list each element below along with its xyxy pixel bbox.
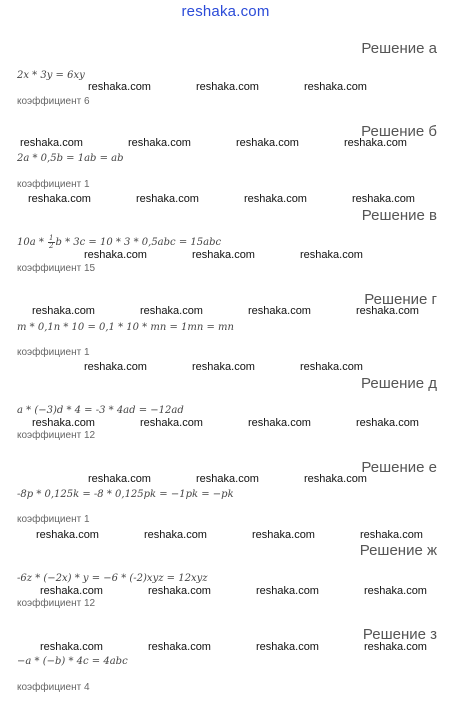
solution-heading-d: Решение д [361, 375, 437, 392]
watermark: reshaka.com [236, 137, 299, 149]
watermark: reshaka.com [356, 305, 419, 317]
watermark: reshaka.com [244, 193, 307, 205]
watermark: reshaka.com [40, 641, 103, 653]
watermark: reshaka.com [88, 473, 151, 485]
watermark: reshaka.com [364, 585, 427, 597]
watermark: reshaka.com [36, 529, 99, 541]
fraction-one-half [48, 235, 54, 250]
solution-coefficient-v: коэффициент 15 [17, 263, 96, 274]
watermark: reshaka.com [364, 641, 427, 653]
solution-coefficient-a: коэффициент 6 [17, 96, 90, 107]
watermark: reshaka.com [128, 137, 191, 149]
formula-part-post: b * 3c = 10 * 3 * 0,5abc = 15abc [55, 237, 222, 248]
solution-formula-a: 2x * 3y = 6xy [17, 70, 85, 81]
watermark: reshaka.com [140, 417, 203, 429]
watermark: reshaka.com [304, 81, 367, 93]
watermark: reshaka.com [356, 417, 419, 429]
formula-part-pre: 10a * [17, 237, 48, 248]
watermark: reshaka.com [360, 529, 423, 541]
watermark: reshaka.com [40, 585, 103, 597]
watermark: reshaka.com [32, 305, 95, 317]
watermark: reshaka.com [140, 305, 203, 317]
solution-formula-v [17, 235, 221, 250]
watermark: reshaka.com [84, 249, 147, 261]
solution-heading-g: Решение г [364, 291, 437, 308]
solution-coefficient-zh: коэффициент 12 [17, 598, 96, 609]
watermark: reshaka.com [144, 529, 207, 541]
solution-heading-e: Решение е [361, 459, 437, 476]
solution-heading-z: Решение з [362, 626, 437, 643]
solution-coefficient-e: коэффициент 1 [17, 514, 90, 525]
solution-coefficient-b: коэффициент 1 [17, 179, 90, 190]
solution-coefficient-g: коэффициент 1 [17, 347, 90, 358]
watermark: reshaka.com [192, 249, 255, 261]
watermark: reshaka.com [148, 641, 211, 653]
watermark: reshaka.com [304, 473, 367, 485]
solution-formula-zh: -6z * (−2x) * y = −6 * (-2)xyz = 12xyz [17, 573, 208, 584]
fraction-denominator: 2 [49, 242, 54, 250]
solution-formula-b: 2a * 0,5b = 1ab = ab [17, 153, 124, 164]
solution-formula-d: a * (−3)d * 4 = -3 * 4ad = −12ad [17, 405, 184, 416]
solution-heading-v: Решение в [361, 207, 437, 224]
watermark: reshaka.com [248, 305, 311, 317]
solution-heading-b: Решение б [361, 123, 437, 140]
solution-formula-e: -8p * 0,125k = -8 * 0,125pk = −1pk = −pk [17, 489, 234, 500]
watermark: reshaka.com [344, 137, 407, 149]
solution-formula-g: m * 0,1n * 10 = 0,1 * 10 * mn = 1mn = mn [17, 322, 234, 333]
watermark: reshaka.com [256, 641, 319, 653]
watermark: reshaka.com [32, 417, 95, 429]
watermark: reshaka.com [196, 81, 259, 93]
watermark: reshaka.com [88, 81, 151, 93]
watermark: reshaka.com [192, 361, 255, 373]
fraction-numerator: 1 [49, 234, 54, 242]
site-logo[interactable]: reshaka.com [181, 3, 270, 20]
solution-coefficient-d: коэффициент 12 [17, 430, 96, 441]
watermark: reshaka.com [20, 137, 83, 149]
watermark: reshaka.com [28, 193, 91, 205]
watermark: reshaka.com [252, 529, 315, 541]
watermark: reshaka.com [84, 361, 147, 373]
solution-heading-a: Решение а [361, 40, 437, 57]
solution-coefficient-z: коэффициент 4 [17, 682, 90, 693]
watermark: reshaka.com [256, 585, 319, 597]
watermark: reshaka.com [352, 193, 415, 205]
solution-formula-z: −a * (−b) * 4c = 4abc [17, 656, 128, 667]
watermark: reshaka.com [196, 473, 259, 485]
watermark: reshaka.com [148, 585, 211, 597]
watermark: reshaka.com [248, 417, 311, 429]
watermark: reshaka.com [300, 249, 363, 261]
watermark: reshaka.com [136, 193, 199, 205]
watermark: reshaka.com [300, 361, 363, 373]
solution-heading-zh: Решение ж [359, 542, 437, 559]
